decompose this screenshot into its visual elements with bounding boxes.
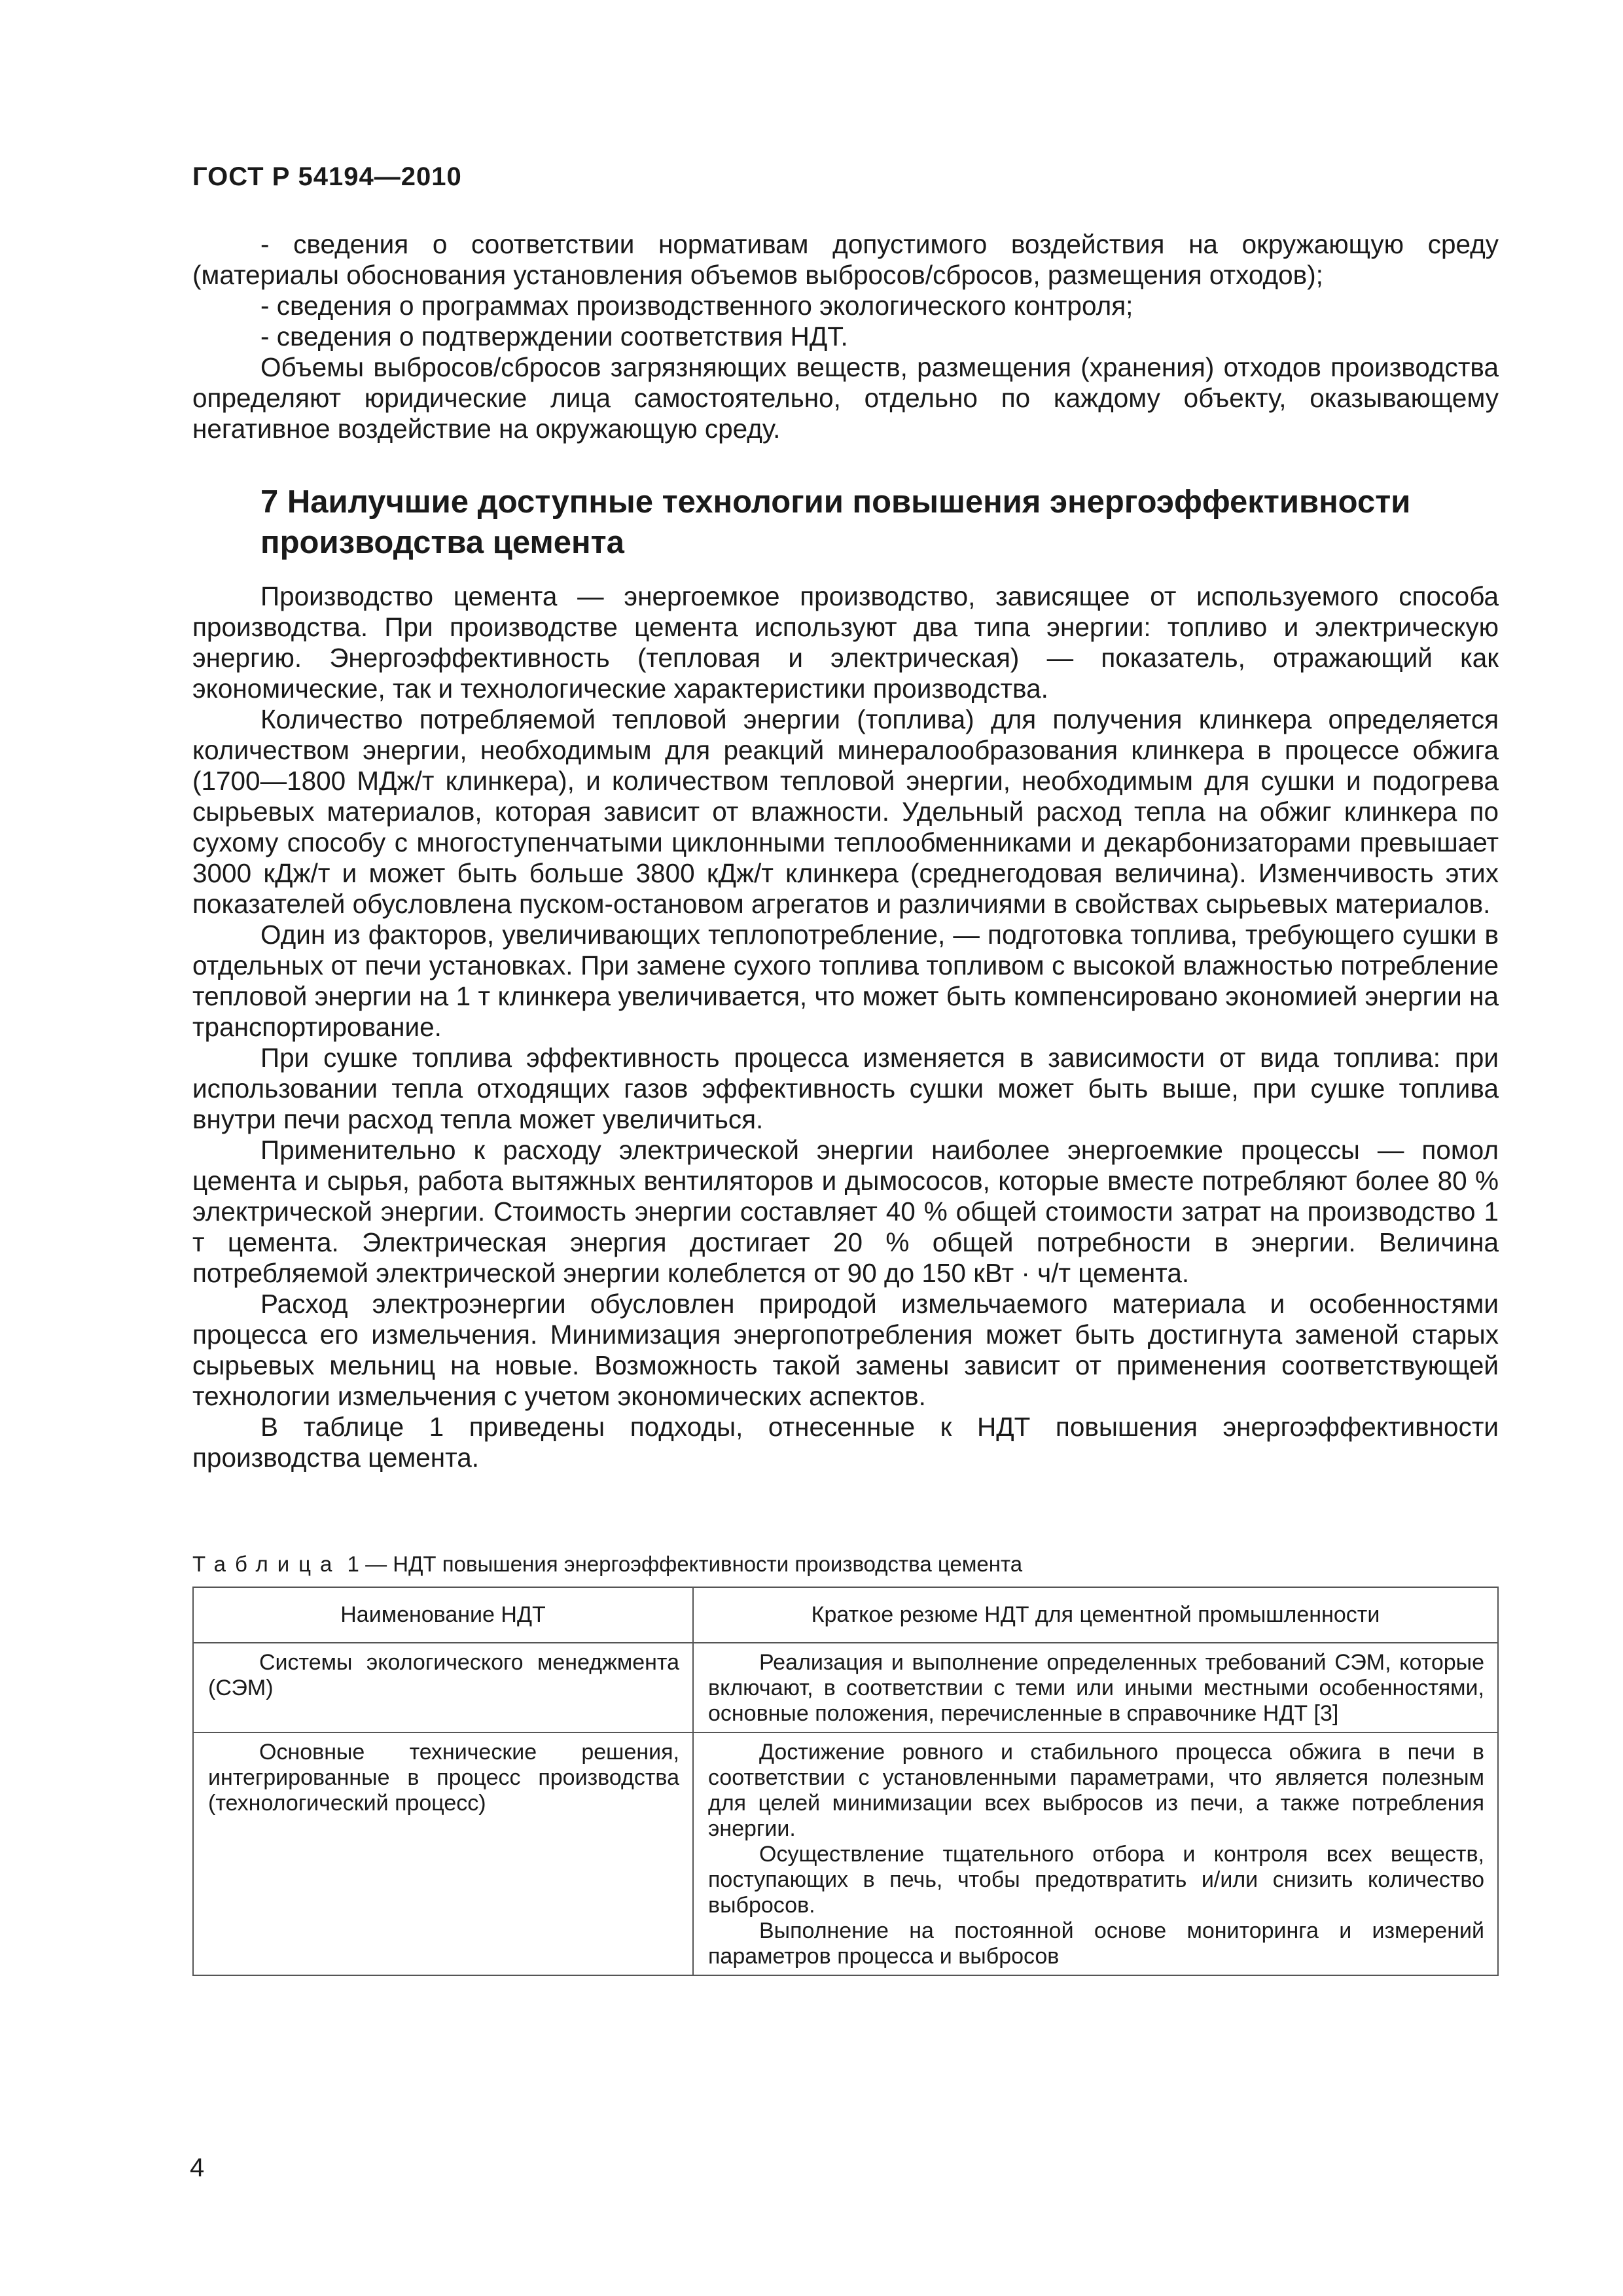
paragraph: В таблице 1 приведены подходы, отнесенные к НДТ повышения энергоэффективности производства цемента. (192, 1412, 1499, 1473)
paragraph: Количество потребляемой тепловой энергии (топлива) для получения клинкера определяется количеством энергии, необходимым для реакций минералообразования клинкера в процессе обжига (1700—1800 МДж/т клинкера), и количеством тепловой энергии, необходимым для сушки и подогрева сырьевых материалов, которая зависит от влажности. Удельный расход тепла на обжиг клинкера по сухому способу с многоступенчатыми циклонными теплообменниками и декарбонизаторами превышает 3000 кДж/т и может быть больше 3800 кДж/т клинкера (среднегодовая величина). Изменчивость этих показателей обусловлена пуском-остановом агрегатов и различиями в свойствах сырьевых материалов. (192, 704, 1499, 919)
table-header-row (193, 1587, 1498, 1643)
column-header: Наименование НДТ (193, 1587, 693, 1643)
paragraph: Расход электроэнергии обусловлен природой измельчаемого материала и особенностями процесса его измельчения. Минимизация энергопотребления может быть достигнута заменой старых сырьевых мельниц на новые. Возможность такой замены зависит от применения соответствующей технологии измельчения с учетом экономических аспектов. (192, 1289, 1499, 1411)
section-text (192, 581, 1499, 1473)
paragraph: - сведения о подтверждении соответствия НДТ. (260, 321, 848, 351)
table-caption (192, 1552, 1022, 1577)
ndt-summary-cell (693, 1643, 1498, 1732)
page-number: 4 (190, 2153, 205, 2182)
paragraph: - сведения о соответствии нормативам допустимого воздействия на окружающую среду (материалы обоснования установления объемов выбросов/сбросов, размещения отходов); (192, 229, 1499, 290)
cell-text: Системы экологического менеджмента (СЭМ) (208, 1650, 679, 1700)
document-code: ГОСТ Р 54194—2010 (192, 162, 462, 191)
cell-text: Основные технические решения, интегрированные в процесс производства (технологический процесс) (208, 1740, 679, 1816)
ndt-name-cell (193, 1643, 693, 1732)
ndt-name-cell (193, 1732, 693, 1975)
ndt-table (192, 1587, 1499, 1976)
table-caption-text: 1 — НДТ повышения энергоэффективности производства цемента (341, 1552, 1023, 1576)
cell-text: Реализация и выполнение определенных требований СЭМ, которые включают, в соответствии с теми или иными местными особенностями, основные положения, перечисленные в справочнике НДТ [3] (708, 1650, 1484, 1726)
intro-text (192, 229, 1499, 444)
paragraph: Применительно к расходу электрической энергии наиболее энергоемкие процессы — помол цемента и сырья, работа вытяжных вентиляторов и дымососов, которые вместе потребляют более 80 % электрической энергии. Стоимость энергии составляет 40 % общей стоимости затрат на производство 1 т цемента. Электрическая энергия достигает 20 % общей потребности в энергии. Величина потребляемой электрической энергии колеблется от 90 до 150 кВт · ч/т цемента. (192, 1135, 1499, 1288)
cell-text: Осуществление тщательного отбора и контроля всех веществ, поступающих в печь, чтобы предотвратить и/или снизить количество выбросов. (708, 1842, 1484, 1918)
section-title: 7 Наилучшие доступные технологии повышения энергоэффективности производства цемента (260, 484, 1411, 560)
table-row (193, 1732, 1498, 1975)
paragraph: Один из факторов, увеличивающих теплопотребление, — подготовка топлива, требующего сушки в отдельных от печи установках. При замене сухого топлива топливом с высокой влажностью потребление тепловой энергии на 1 т клинкера увеличивается, что может быть компенсировано экономией энергии на транспортирование. (192, 920, 1499, 1042)
paragraph: Объемы выбросов/сбросов загрязняющих веществ, размещения (хранения) отходов производства определяют юридические лица самостоятельно, отдельно по каждому объекту, оказывающему негативное воздействие на окружающую среду. (192, 352, 1499, 444)
cell-text: Выполнение на постоянной основе мониторинга и измерений параметров процесса и выбросов (708, 1918, 1484, 1969)
column-header: Краткое резюме НДТ для цементной промышленности (693, 1587, 1498, 1643)
paragraph: При сушке топлива эффективность процесса изменяется в зависимости от вида топлива: при использовании тепла отходящих газов эффективность сушки может быть выше, при сушке топлива внутри печи расход тепла может увеличиться. (192, 1043, 1499, 1134)
ndt-summary-cell (693, 1732, 1498, 1975)
paragraph: - сведения о программах производственного экологического контроля; (260, 291, 1133, 321)
table-caption-word: Таблица (192, 1552, 342, 1576)
paragraph: Производство цемента — энергоемкое производство, зависящее от используемого способа производства. При производстве цемента используют два типа энергии: топливо и электрическую энергию. Энергоэффективность (тепловая и электрическая) — показатель, отражающий как экономические, так и технологические характеристики производства. (192, 581, 1499, 704)
cell-text: Достижение ровного и стабильного процесса обжига в печи в соответствии с установленными параметрами, что является полезным для целей минимизации всех выбросов из печи, а также потребления энергии. (708, 1740, 1484, 1841)
table-row (193, 1643, 1498, 1732)
